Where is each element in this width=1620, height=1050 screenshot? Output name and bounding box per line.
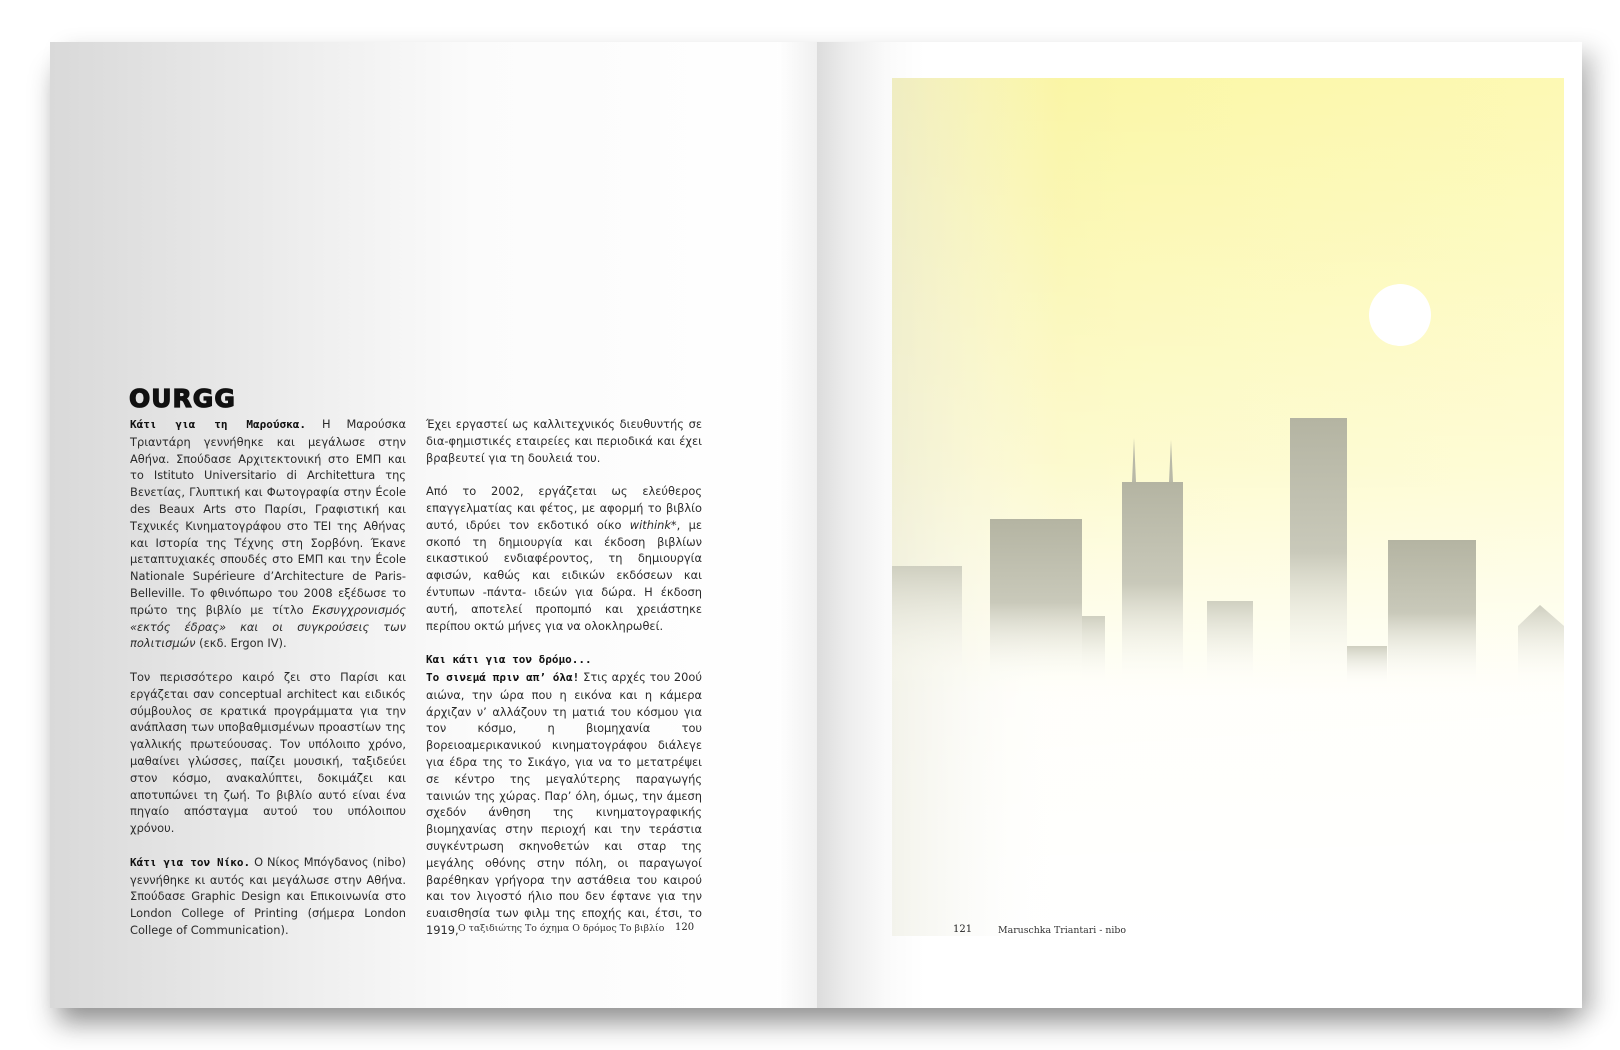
building-tall [1290, 418, 1347, 686]
paragraph-lead: Το σινεμά πριν απ’ όλα! [426, 670, 580, 684]
paragraph-text: Η Μαρούσκα Τριαντάρη γεννήθηκε και μεγάλωσε στην Αθήνα. Σπούδασε Αρχιτεκτονική στο ΕΜΠ και το Istituto Universitario di Architettura της Βενετίας, Γλυπτική και Φωτογραφία στην École des Beaux Arts στο Παρίσι, Γραφιστική και Τεχνικές Κινηματογράφου στο ΤΕΙ της Αθήνας και Ιστορία της Τέχνης στη Σορβόνη. Έκανε μεταπτυχιακές σπουδές στο ΕΜΠ και την École Nationale Supérieure d’Architecture de Paris-Belleville. Το φθινόπωρο του 2008 εξέδωσε το πρώτο της βιβλίο με τίτλο [130, 417, 407, 617]
building-low [1347, 646, 1387, 686]
paragraph-lead: Κάτι για τον Νίκο. [130, 855, 251, 869]
paragraph-text: (εκδ. Ergon IV). [195, 636, 287, 651]
paragraph-lead: Και κάτι για τον δρόμο... [426, 653, 592, 667]
paragraph-withink [426, 483, 702, 634]
publisher-name-italic: withink* [629, 517, 677, 532]
text-column-1 [130, 416, 406, 956]
paragraph-text: Στις αρχές του 20ού αιώνα, την ώρα που η εικόνα και η κάμερα άρχιζαν ν’ αλλάζουν τη ματιά του κόσμου για τον κόσμο, η βιομηχανία του βορειοαμερικανικού κινηματογράφου διάλεγε για έδρα της το Σικάγο, για να το μετατρέψει σε κέντρο της μεγαλύτερης παραγωγής ταινιών της χώρας. Παρ’ όλη, όμως, την άμεση σχεδόν άνθηση της κινηματογραφικής βιομηχανίας στην περιοχή και την τεράστια συγκέντρωση σκηνοθετών και σταρ της μεγάλης οθόνης στην πόλη, οι παραγωγοί βαρέθηκαν γρήγορα την αστάθεια του καιρού και τον λιγοστό ήλιο που δεν έφτανε για την ευαισθησία των φιλμ της εποχής και, έτσι, το 1919, [426, 669, 702, 937]
city-skyline-illustration [892, 78, 1564, 936]
right-page [817, 42, 1582, 1008]
building-4 [1388, 540, 1476, 686]
sky-edge-shade [892, 78, 1564, 936]
brand-logo: OURGG [129, 384, 236, 413]
paragraph-career: Έχει εργαστεί ως καλλιτεχνικός διευθυντής σε δια-φημιστικές εταιρείες και περιοδικά και έχει βραβευτεί για τη δουλειά του. [426, 417, 702, 465]
sun [1369, 284, 1431, 346]
page-number-right: 121 [953, 924, 973, 935]
building-1 [892, 566, 962, 686]
running-footer-title: Ο ταξιδιώτης Το όχημα Ο δρόμος Το βιβλίο [458, 923, 665, 934]
paragraph-niko [130, 854, 406, 939]
paragraph-lead: Κάτι για τη Μαρούσκα. [130, 418, 307, 431]
text-column-2 [426, 416, 702, 956]
paragraph-text: Από το 2002, εργάζεται ως ελεύθερος επαγγελματίας και φέτος, με αφορμή το βιβλίο αυτό, ιδρύει τον εκδοτικό οίκο [426, 484, 702, 532]
paragraph-paris: Τον περισσότερο καιρό ζει στο Παρίσι και εργάζεται σαν conceptual architect και ειδικός σύμβουλος σε κρατικά προγράμματα για την ανάπλαση των υποβαθμισμένων προαστίων της γαλλικής πρωτεύουσας. Τον υπόλοιπο χρόνο, μαθαίνει γλώσσες, παίζει μουσική, ταξιδεύει στον κόσμο, ανακαλύπτει, δοκιμάζει και αποτυπώνει τη ζωή. Το βιβλίο αυτό είναι ένα πηγαίο απόσταγμα αυτού του υπόλοιπου χρόνου. [130, 669, 406, 836]
running-footer-authors: Maruschka Triantari - nibo [998, 925, 1127, 936]
skyline-svg [892, 78, 1564, 936]
paragraph-text: , με σκοπό τη δημιουργία και έκδοση βιβλίων εικαστικού ενδιαφέροντος, τη δημιουργία αφισών, καθώς και ειδικών εκδόσεων και έντυπων -πάντα- ιδεών για δώρα. Η έκδοση αυτή, αποτελεί προπομπό και χρειάστηκε περίπου οκτώ μήνες για να ολοκληρωθεί. [426, 517, 702, 633]
building-3 [1207, 601, 1253, 686]
paragraph-maruschka [130, 416, 406, 652]
building-2-annex [1082, 616, 1105, 686]
gutter-shadow [777, 42, 817, 1008]
building-2 [990, 519, 1082, 686]
page-number-left: 120 [675, 922, 695, 933]
book-spread [50, 42, 1582, 1008]
paragraph-text: Ο Νίκος Μπόγδανος (nibo) γεννήθηκε κι αυτός και μεγάλωσε στην Αθήνα. Σπούδασε Graphic Design και Επικοινωνία στο London College of Printing (σήμερα London College of Communication). [130, 854, 406, 937]
building-tower [1122, 482, 1183, 686]
book-title-italic: Εκσυγχρονισμός «εκτός έδρας» και οι συγκρούσεις των πολιτισμών [130, 602, 406, 651]
left-page [50, 42, 817, 1008]
paragraph-cinema [426, 651, 702, 939]
